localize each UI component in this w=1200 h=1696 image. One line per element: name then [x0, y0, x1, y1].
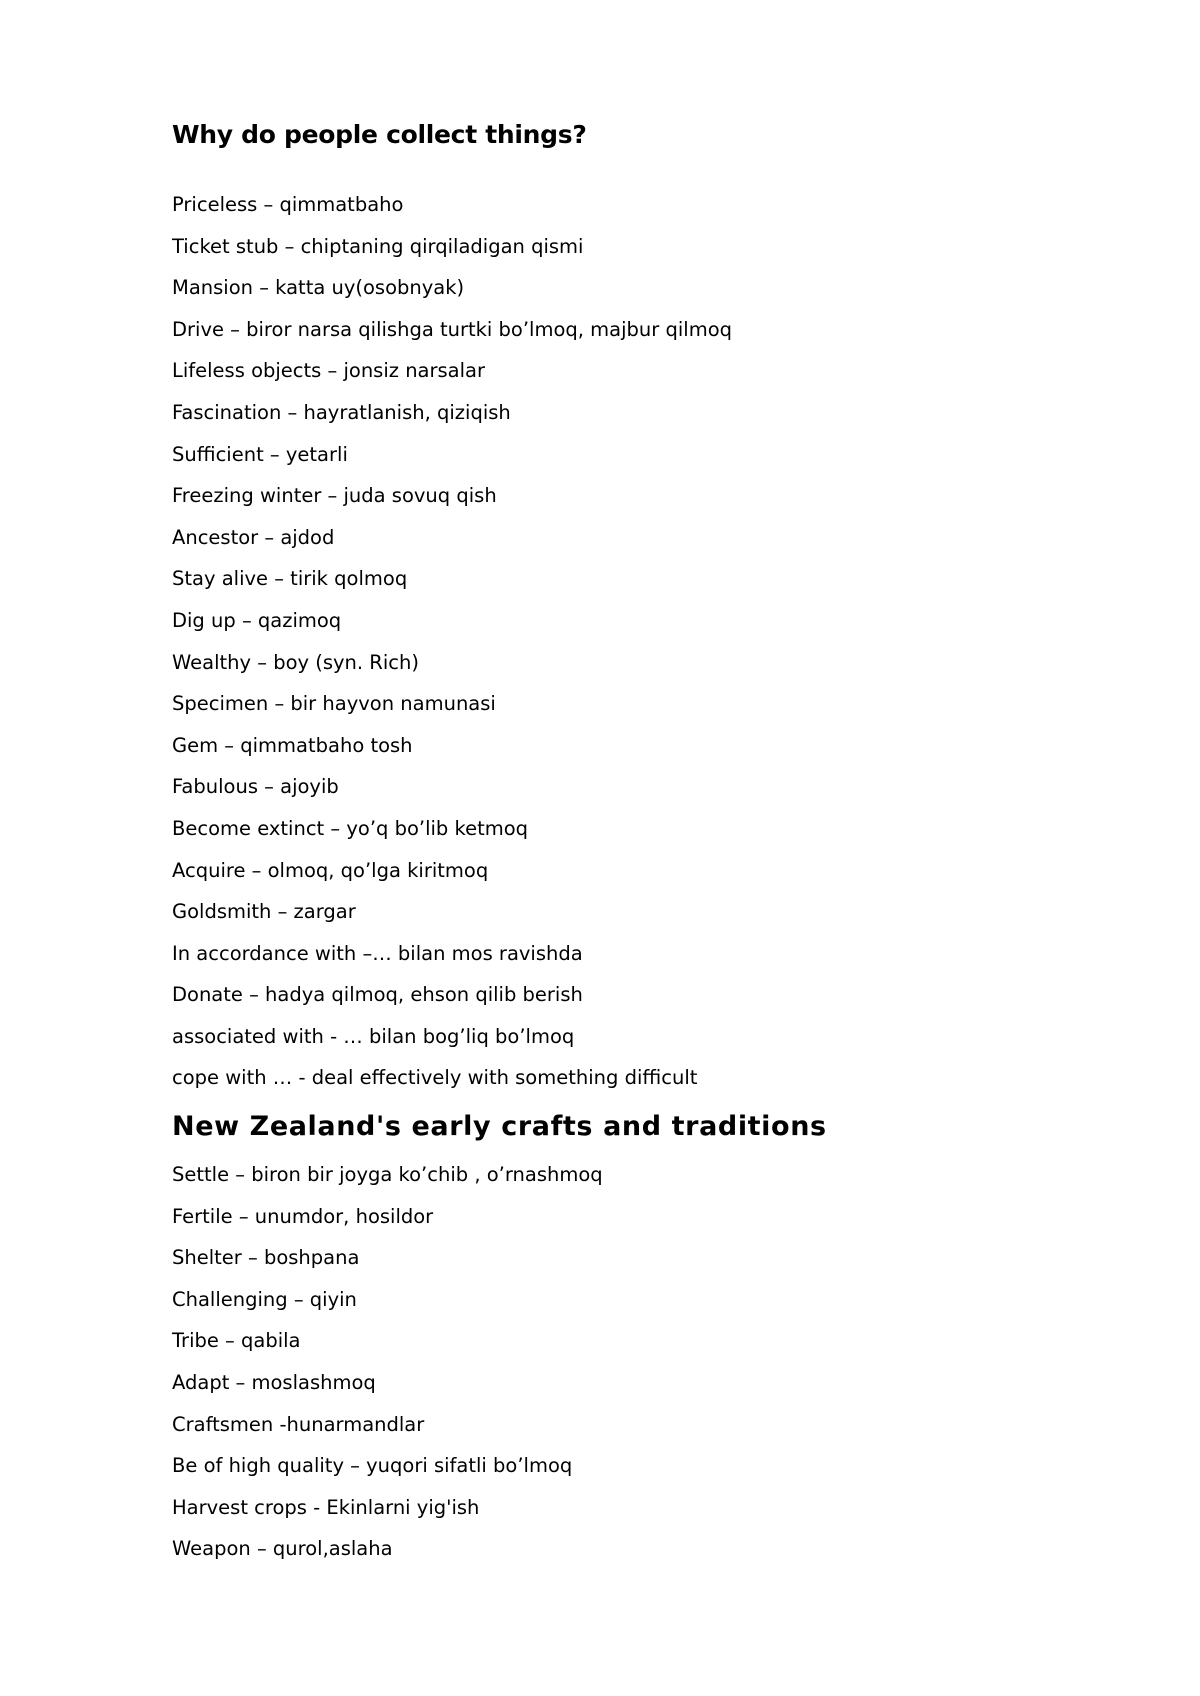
vocabulary-list-new-zealand [172, 1154, 603, 1570]
vocab-entry: Harvest crops - Ekinlarni yig'ish [172, 1495, 480, 1519]
vocab-entry: Fabulous – ajoyib [172, 775, 339, 799]
vocab-entry: Stay alive – tirik qolmoq [172, 567, 408, 591]
vocab-entry: cope with … - deal effectively with something difficult [172, 1066, 698, 1090]
vocab-entry: Priceless – qimmatbaho [172, 193, 404, 216]
vocab-entry: Shelter – boshpana [172, 1246, 360, 1270]
vocab-entry: Tribe – qabila [172, 1329, 301, 1353]
vocab-entry: Ticket stub – chiptaning qirqiladigan qismi [172, 234, 584, 258]
vocab-entry: Donate – hadya qilmoq, ehson qilib berish [172, 983, 583, 1007]
vocab-entry: Adapt – moslashmoq [172, 1370, 376, 1394]
vocab-entry: Wealthy – boy (syn. Rich) [172, 650, 419, 674]
vocabulary-list-collecting [172, 184, 732, 1099]
vocab-entry: Fertile – unumdor, hosildor [172, 1204, 434, 1228]
vocab-entry: Become extinct – yo’q bo’lib ketmoq [172, 816, 529, 840]
vocab-entry: Acquire – olmoq, qo’lga kiritmoq [172, 858, 489, 882]
vocab-entry: Drive – biror narsa qilishga turtki bo’lmoq, majbur qilmoq [172, 317, 733, 341]
vocab-entry: Settle – biron bir joyga ko’chib , o’rnashmoq [172, 1163, 603, 1186]
vocab-entry: Fascination – hayratlanish, qiziqish [172, 400, 511, 424]
vocab-entry: Mansion – katta uy(osobnyak) [172, 276, 465, 300]
vocab-entry: Ancestor – ajdod [172, 525, 335, 549]
vocab-entry: Dig up – qazimoq [172, 608, 342, 632]
vocab-entry: In accordance with –… bilan mos ravishda [172, 941, 583, 965]
vocab-entry: Sufficient – yetarli [172, 442, 348, 466]
vocab-entry: Freezing winter – juda sovuq qish [172, 484, 497, 508]
vocab-entry: Weapon – qurol,aslaha [172, 1537, 393, 1561]
vocab-entry: Challenging – qiyin [172, 1287, 357, 1311]
vocab-entry: Specimen – bir hayvon namunasi [172, 692, 496, 716]
vocab-entry: Lifeless objects – jonsiz narsalar [172, 359, 486, 383]
vocab-entry: Be of high quality – yuqori sifatli bo’lmoq [172, 1454, 573, 1478]
section-title-collecting: Why do people collect things? [172, 120, 587, 149]
section-title-new-zealand: New Zealand's early crafts and traditions [172, 1111, 827, 1142]
vocab-entry: Craftsmen -hunarmandlar [172, 1412, 425, 1436]
vocab-entry: Goldsmith – zargar [172, 900, 356, 924]
vocab-entry: Gem – qimmatbaho tosh [172, 733, 413, 757]
vocab-entry: associated with - … bilan bog’liq bo’lmoq [172, 1024, 575, 1048]
